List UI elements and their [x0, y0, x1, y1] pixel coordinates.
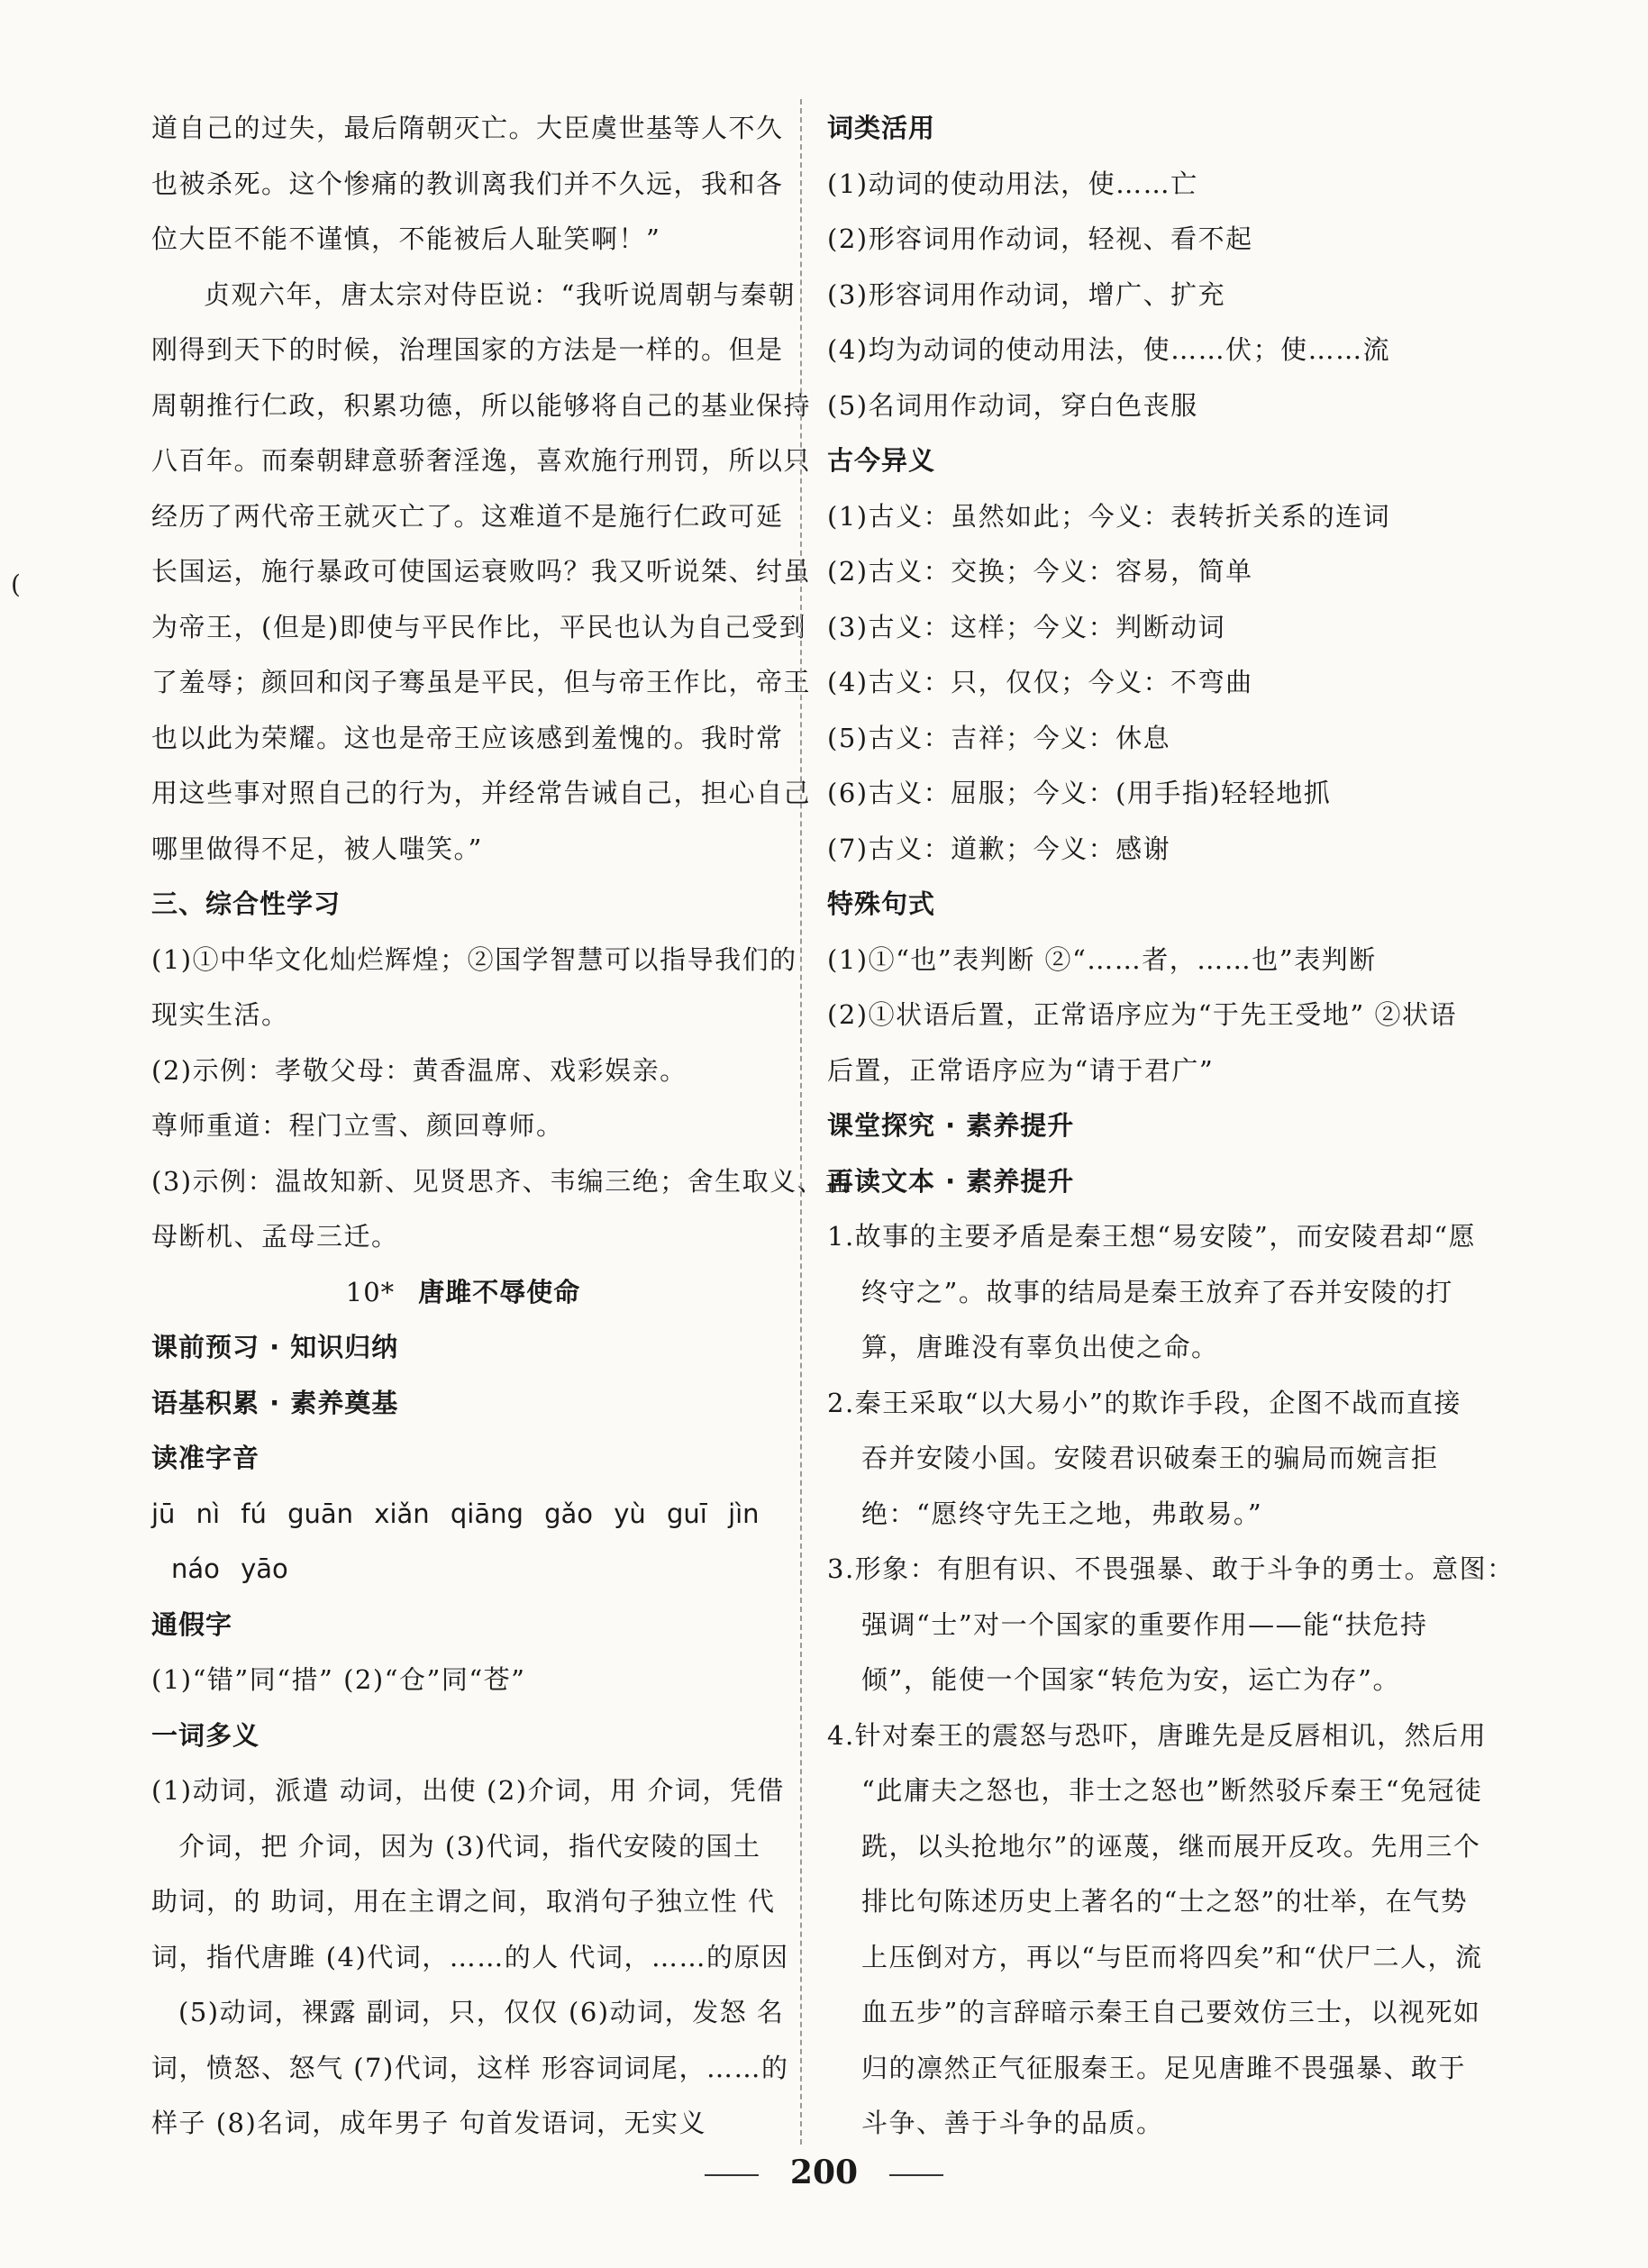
- text-line: 样子 (8)名词，成年男子 句首发语词，无实义: [151, 2108, 707, 2138]
- text-line: (1)动词，派遣 动词，出使 (2)介词，用 介词，凭借: [151, 1775, 785, 1806]
- text-line: 尊师重道：程门立雪、颜回尊师。: [151, 1110, 564, 1141]
- text-line: (3)示例：温故知新、见贤思齐、韦编三绝；舍生取义、孟: [151, 1165, 852, 1197]
- section-heading: 一词多义: [151, 1719, 260, 1751]
- text-line: (6)古义：屈服；今义：(用手指)轻轻地抓: [827, 778, 1332, 808]
- section-heading: 古今异义: [827, 445, 936, 476]
- text-line: (1)①“也”表判断 ②“……者，……也”表判断: [827, 943, 1377, 975]
- text-line: 八百年。而秦朝肆意骄奢淫逸，喜欢施行刑罚，所以只: [151, 445, 812, 476]
- text-line: 周朝推行仁政，积累功德，所以能够将自己的基业保持: [151, 389, 812, 421]
- answer-line: 倾”，能使一个国家“转危为安，运亡为存”。: [861, 1664, 1400, 1695]
- answer-line: 血五步”的言辞暗示秦王自己要效仿三士，以视死如: [861, 1997, 1481, 2027]
- section-heading: 课前预习 · 知识归纳: [151, 1332, 399, 1362]
- section-heading: 特殊句式: [827, 888, 936, 919]
- margin-mark: (: [11, 569, 21, 599]
- footer-dash-right: [889, 2174, 943, 2176]
- text-line: 词，指代唐雎 (4)代词，……的人 代词，……的原因: [151, 1941, 789, 1972]
- answer-line: 吞并安陵小国。安陵君识破秦王的骗局而婉言拒: [861, 1443, 1439, 1473]
- section-heading: 三、综合性学习: [151, 888, 341, 919]
- footer-dash-left: [705, 2174, 759, 2176]
- text-line: (4)古义：只，仅仅；今义：不弯曲: [827, 667, 1253, 697]
- text-line: 后置，正常语序应为“请于君广”: [827, 1054, 1215, 1086]
- text-line: 3.形象：有胆有识、不畏强暴、敢于斗争的勇士。意图：: [827, 1553, 1515, 1584]
- page-footer: [0, 2154, 1648, 2191]
- text-line: (5)古义：吉祥；今义：休息: [827, 722, 1171, 753]
- text-line: (2)①状语后置，正常语序应为“于先王受地” ②状语: [827, 999, 1457, 1030]
- section-heading: 词类活用: [827, 113, 936, 143]
- text-line: (1)“错”同“措” (2)“仓”同“苍”: [151, 1664, 526, 1695]
- answer-line: 斗争、善于斗争的品质。: [861, 2108, 1164, 2138]
- text-line: (7)古义：道歉；今义：感谢: [827, 833, 1171, 864]
- section-heading: 读准字音: [151, 1443, 260, 1473]
- text-line: (1)①中华文化灿烂辉煌；②国学智慧可以指导我们的: [151, 943, 797, 975]
- text-line: 位大臣不能不谨慎，不能被后人耻笑啊！”: [151, 223, 661, 254]
- text-line: 也以此为荣耀。这也是帝王应该感到羞愧的。我时常: [151, 722, 784, 753]
- text-line: (5)名词用作动词，穿白色丧服: [827, 389, 1198, 421]
- left-column: [151, 101, 852, 2152]
- answer-line: 绝：“愿终守先王之地，弗敢易。”: [861, 1498, 1263, 1529]
- text-line: 为帝王，(但是)即使与平民作比，平民也认为自己受到: [151, 611, 807, 642]
- answer-line: 算，唐雎没有辜负出使之命。: [861, 1332, 1219, 1362]
- text-line: 现实生活。: [151, 999, 289, 1030]
- text-line: 哪里做得不足，被人嗤笑。”: [151, 833, 483, 864]
- text-line: 1.故事的主要矛盾是秦王想“易安陵”，而安陵君却“愿: [827, 1221, 1477, 1252]
- right-column: [827, 101, 1515, 2152]
- text-line: 用这些事对照自己的行为，并经常告诫自己，担心自己: [151, 778, 812, 808]
- page-number: 200: [789, 2154, 859, 2191]
- text-line: 长国运，施行暴政可使国运衰败吗？我又听说桀、纣虽: [151, 556, 812, 587]
- answer-line: 归的凛然正气征服秦王。足见唐雎不畏强暴、敢于: [861, 2052, 1467, 2083]
- answer-line: 跣，以头抢地尔”的诬蔑，继而展开反攻。先用三个: [861, 1830, 1481, 1862]
- text-line: 刚得到天下的时候，治理国家的方法是一样的。但是: [151, 334, 784, 365]
- column-divider: [800, 99, 802, 2145]
- section-heading: 课堂探究 · 素养提升: [827, 1110, 1075, 1141]
- text-line: 道自己的过失，最后隋朝灭亡。大臣虞世基等人不久: [151, 113, 784, 143]
- text-line: (4)均为动词的使动用法，使……伏；使……流: [827, 334, 1391, 365]
- text-line: 也被杀死。这个惨痛的教训离我们并不久远，我和各: [151, 168, 784, 199]
- text-line: 了羞辱；颜回和闵子骞虽是平民，但与帝王作比，帝王: [151, 667, 812, 697]
- text-line: 经历了两代帝王就灭亡了。这难道不是施行仁政可延: [151, 500, 784, 532]
- text-line: (3)形容词用作动词，增广、扩充: [827, 278, 1226, 310]
- answer-line: 终守之”。故事的结局是秦王放弃了吞并安陵的打: [861, 1276, 1453, 1307]
- text-line: 词，愤怒、怒气 (7)代词，这样 形容词词尾，……的: [151, 2052, 789, 2083]
- section-heading: 通假字: [151, 1608, 233, 1640]
- answer-line: “此庸夫之怒也，非士之怒也”断然驳斥秦王“免冠徒: [861, 1775, 1483, 1806]
- answer-line: 排比句陈述历史上著名的“士之怒”的壮举，在气势: [861, 1886, 1469, 1917]
- text-line: (2)示例：孝敬父母：黄香温席、戏彩娱亲。: [151, 1054, 687, 1086]
- section-heading: 再读文本 · 素养提升: [827, 1165, 1075, 1197]
- answer-line: 介词，把 介词，因为 (3)代词，指代安陵的国土: [178, 1830, 761, 1862]
- text-line: (3)古义：这样；今义：判断动词: [827, 611, 1226, 642]
- section-number: 10*: [345, 1276, 396, 1307]
- text-line: (2)形容词用作动词，轻视、看不起: [827, 223, 1253, 254]
- text-line: 4.针对秦王的震怒与恐吓，唐雎先是反唇相讥，然后用: [827, 1719, 1488, 1751]
- text-line: (1)动词的使动用法，使……亡: [827, 168, 1198, 199]
- text-line: (2)古义：交换；今义：容易，简单: [827, 556, 1253, 587]
- answer-line: (5)动词，裸露 副词，只，仅仅 (6)动词，发怒 名: [178, 1997, 785, 2027]
- section-heading: 语基积累 · 素养奠基: [151, 1387, 399, 1418]
- text-line: 助词，的 助词，用在主谓之间，取消句子独立性 代: [151, 1886, 776, 1917]
- text-line: 2.秦王采取“以大易小”的欺诈手段，企图不战而直接: [827, 1387, 1461, 1418]
- pinyin-line: jū nì fú guān xiǎn qiāng gǎo yù guī jìn: [151, 1498, 760, 1529]
- paragraph-line: 贞观六年，唐太宗对侍臣说：“我听说周朝与秦朝: [204, 278, 796, 310]
- pinyin-line: náo yāo: [171, 1553, 288, 1584]
- section-title-text: 唐雎不辱使命: [418, 1276, 581, 1307]
- section-title: [151, 1265, 775, 1321]
- text-line: 母断机、孟母三迁。: [151, 1221, 399, 1252]
- text-line: (1)古义：虽然如此；今义：表转折关系的连词: [827, 500, 1391, 532]
- answer-line: 上压倒对方，再以“与臣而将四矣”和“伏尸二人，流: [861, 1941, 1483, 1972]
- answer-line: 强调“士”对一个国家的重要作用——能“扶危持: [861, 1608, 1428, 1640]
